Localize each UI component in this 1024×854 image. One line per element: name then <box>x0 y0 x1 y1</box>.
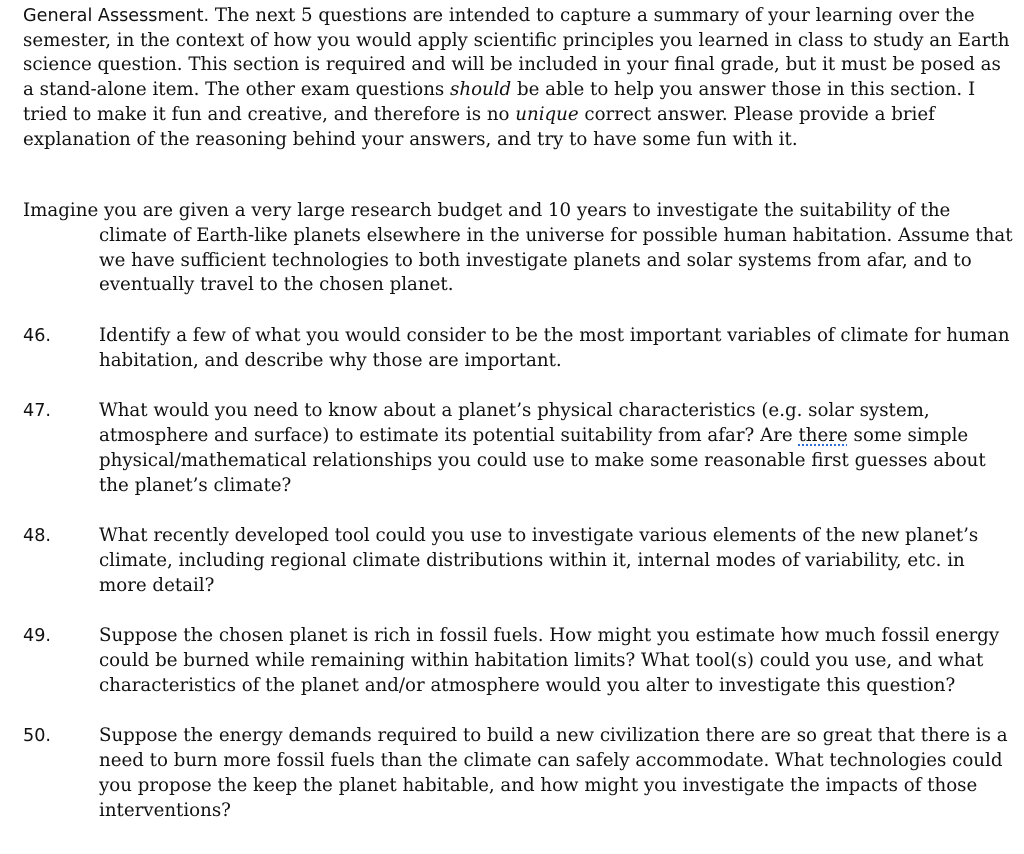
question-47 <box>23 399 1013 498</box>
question-text: Identify a few of what you would consider to be the most important variables of climate for human habitation, and describe why those are important. <box>99 325 1010 371</box>
question-number: 50. <box>23 726 51 747</box>
question-number: 48. <box>23 526 51 547</box>
intro-text-3: correct answer. Please provide a brief explanation of the reasoning behind your answers, and try to have some fun with it. <box>23 103 935 150</box>
section-heading: General Assessment. <box>23 6 210 26</box>
question-text <box>99 399 1013 498</box>
intro-text-2: be able to help you answer those in this section. I tried to make it fun and creative, and therefore is no <box>23 79 976 125</box>
exam-page <box>23 4 1013 823</box>
intro-text-1: The next 5 questions are intended to capture a summary of your learning over the semester, in the context of how you would apply scientific principles you learned in class to study an Earth science question. This section is required and will be included in your final grade, but it must be posed as a stand-alone item. The other exam questions <box>23 5 1010 101</box>
question-number: 46. <box>23 326 51 347</box>
scenario-paragraph: Imagine you are given a very large research budget and 10 years to investigate the suitability of the climate of Earth-like planets elsewhere in the universe for possible human habitation. Assume that we have sufficient technologies to both investigate planets and solar systems from afar, and to eventually travel to the chosen planet. <box>23 200 1013 296</box>
general-assessment-paragraph <box>23 4 1013 152</box>
intro-emphasis-should: should <box>450 79 512 101</box>
question-text-part-1: What would you need to know about a planet’s physical characteristics (e.g. solar system, atmosphere and surface) to estimate its potential suitability from afar? Are <box>99 400 930 447</box>
question-text: Suppose the energy demands required to build a new civilization there are so great that there is a need to burn more fossil fuels than the climate can safely accommodate. What technologies could you propose the keep the planet habitable, and how might you investigate the impacts of those interventions? <box>99 725 1008 821</box>
question-48 <box>23 524 1013 598</box>
question-number: 49. <box>23 626 51 647</box>
grammar-flagged-word[interactable]: there <box>798 425 848 447</box>
intro-emphasis-unique: unique <box>515 103 579 125</box>
question-text: Suppose the chosen planet is rich in fossil fuels. How might you estimate how much fossil energy could be burned while remaining within habitation limits? What tool(s) could you use, and what characteristics of the planet and/or atmosphere would you alter to investigate this question? <box>99 625 1000 696</box>
question-50 <box>23 724 1013 823</box>
question-text-part-2: some simple physical/mathematical relationships you could use to make some reasonable first guesses about the planet’s climate? <box>99 425 986 496</box>
question-text: What recently developed tool could you use to investigate various elements of the new planet’s climate, including regional climate distributions within it, internal modes of variability, etc. in more detail? <box>99 525 979 596</box>
question-46 <box>23 324 1013 373</box>
question-number: 47. <box>23 401 51 422</box>
question-49 <box>23 624 1013 698</box>
